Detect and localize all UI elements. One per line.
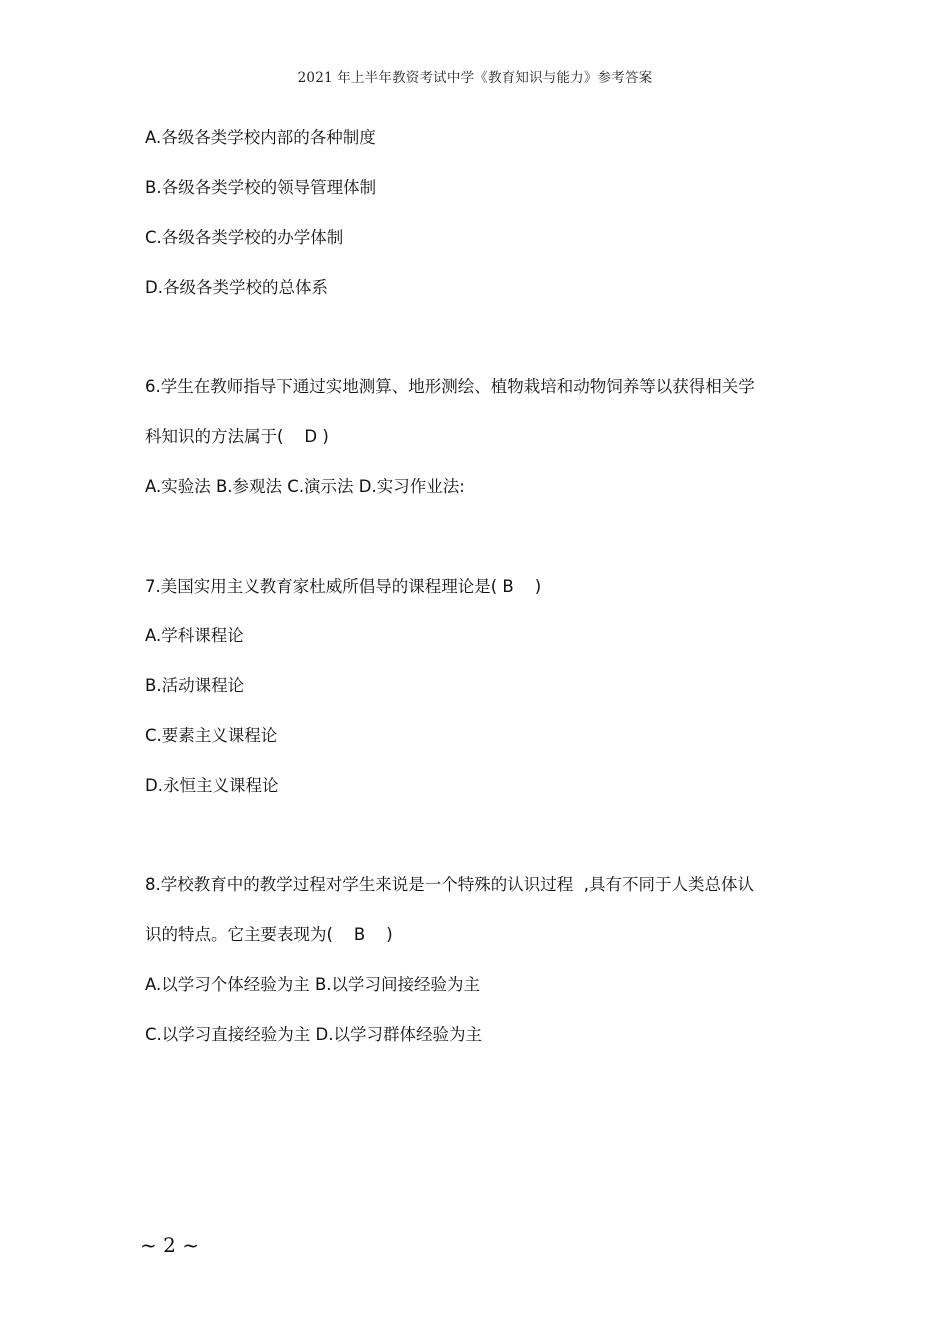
- q6-options: A.实验法 B.参观法 C.演示法 D.实习作业法:: [145, 477, 465, 496]
- page-header: 2021 年上半年教资考试中学《教育知识与能力》参考答案: [297, 70, 653, 86]
- page-number: ~ 2 ~: [140, 1233, 199, 1257]
- q8-stem-line-2: 识的特点。它主要表现为( B ): [145, 925, 393, 944]
- q5-option-a: A.各级各类学校内部的各种制度: [145, 128, 376, 147]
- q7-option-c: C.要素主义课程论: [145, 726, 278, 745]
- q8-options-line-1: A.以学习个体经验为主 B.以学习间接经验为主: [145, 975, 481, 994]
- q6-stem-line-2: 科知识的方法属于( D ): [145, 427, 329, 446]
- q5-option-b: B.各级各类学校的领导管理体制: [145, 178, 377, 197]
- q5-option-d: D.各级各类学校的总体系: [145, 278, 328, 297]
- q7-option-d: D.永恒主义课程论: [145, 776, 279, 795]
- q6-stem-line-1: 6.学生在教师指导下通过实地测算、地形测绘、植物栽培和动物饲养等以获得相关学: [145, 377, 755, 396]
- q7-option-b: B.活动课程论: [145, 676, 245, 695]
- q8-options-line-2: C.以学习直接经验为主 D.以学习群体经验为主: [145, 1025, 482, 1044]
- q5-option-c: C.各级各类学校的办学体制: [145, 228, 344, 247]
- q7-option-a: A.学科课程论: [145, 626, 244, 645]
- q8-stem-line-1: 8.学校教育中的教学过程对学生来说是一个特殊的认识过程 ,具有不同于人类总体认: [145, 875, 754, 894]
- q7-stem: 7.美国实用主义教育家杜威所倡导的课程理论是( B ): [145, 577, 542, 596]
